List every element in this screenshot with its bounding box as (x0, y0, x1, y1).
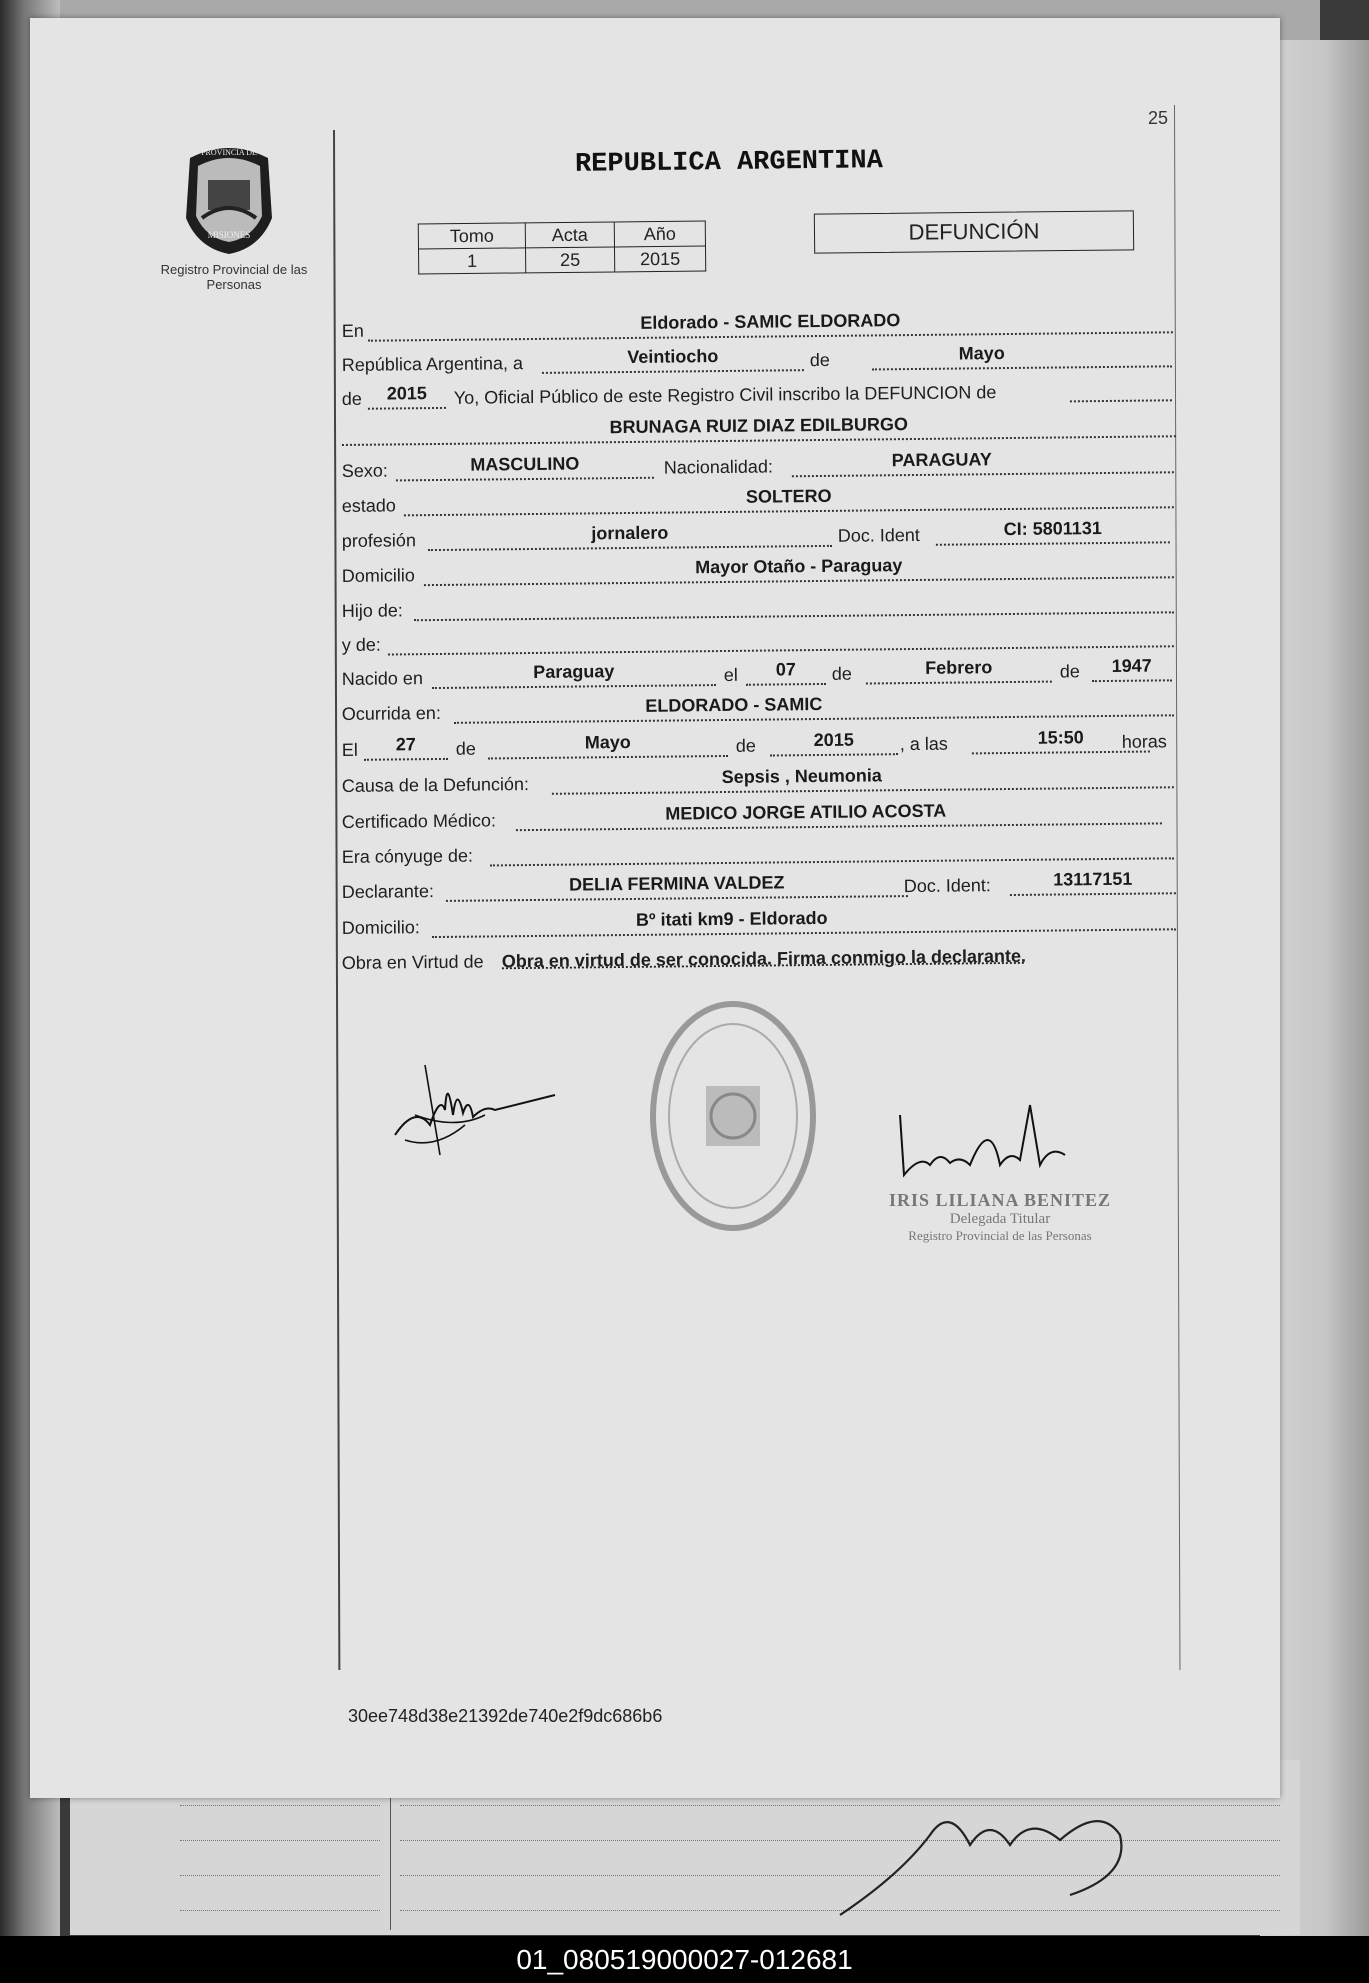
registry-table (418, 220, 707, 274)
value-estado: SOLTERO (745, 485, 832, 507)
delegate-stamp (870, 1190, 1130, 1244)
value-birth-place: Paraguay (533, 661, 615, 682)
header-tomo: Tomo (418, 223, 525, 249)
stamp-office: Registro Provincial de las Personas (908, 1228, 1092, 1243)
label-yde: y de: (341, 634, 381, 656)
underlying-signature (820, 1795, 1140, 1935)
value-certificado: MEDICO JORGE ATILIO ACOSTA (665, 800, 947, 824)
logo-bottom-text: MISIONES (207, 230, 251, 240)
label-de-death-month: de (455, 738, 476, 759)
label-nacionalidad: Nacionalidad: (663, 456, 774, 478)
value-month: Mayo (958, 343, 1005, 364)
value-birth-year: 1947 (1111, 655, 1152, 676)
scan-file-code: 01_080519000027-012681 (0, 1936, 1369, 1983)
value-obra: Obra en virtud de ser conocida. Firma conmigo la declarante. (501, 945, 1027, 972)
label-profesion: profesión (341, 530, 417, 552)
label-doc-ident: Doc. Ident (837, 524, 920, 546)
value-profesion: jornalero (591, 522, 669, 544)
label-estado: estado (341, 495, 396, 517)
value-nacionalidad: PARAGUAY (891, 449, 992, 471)
header-anio: Año (614, 221, 705, 247)
label-en: En (341, 320, 364, 342)
value-death-time: 15:50 (1037, 727, 1084, 748)
value-anio: 2015 (614, 246, 705, 272)
registry-value-row (419, 246, 706, 274)
label-domicilio2: Domicilio: (341, 917, 420, 939)
value-tomo: 1 (419, 248, 526, 274)
label-obra: Obra en Virtud de (341, 951, 484, 974)
value-birth-day: 07 (775, 659, 796, 680)
value-causa: Sepsis , Neumonia (721, 765, 882, 788)
label-causa: Causa de la Defunción: (341, 774, 530, 797)
registry-seal (648, 998, 818, 1238)
label-republica: República Argentina, a (341, 353, 524, 376)
value-declarante-doc: 13117151 (1053, 868, 1133, 890)
logo-top-text: PROVINCIA DE (201, 148, 257, 157)
signature-official (385, 1055, 565, 1175)
header-acta: Acta (525, 222, 614, 248)
label-de-year: de (341, 388, 362, 410)
value-birth-month: Febrero (925, 657, 993, 678)
value-death-year: 2015 (813, 729, 854, 751)
registry-header-row (418, 221, 705, 249)
label-el-date: El (341, 739, 358, 761)
document-title: REPUBLICA ARGENTINA (574, 146, 884, 180)
value-domicilio: Mayor Otaño - Paraguay (695, 555, 903, 578)
value-declarante: DELIA FERMINA VALDEZ (569, 872, 785, 895)
label-certificado: Certificado Médico: (341, 810, 497, 833)
stamp-role: Delegada Titular (949, 1211, 1051, 1227)
value-sexo: MASCULINO (470, 453, 580, 475)
value-year: 2015 (386, 383, 427, 404)
value-deceased-name: BRUNAGA RUIZ DIAZ EDILBURGO (609, 414, 909, 438)
province-emblem-logo (180, 138, 278, 256)
value-ocurrida: ELDORADO - SAMIC (645, 693, 823, 716)
label-horas: horas (1121, 731, 1167, 752)
label-hijo: Hijo de: (341, 600, 403, 622)
label-declarante: Declarante: (341, 881, 435, 903)
value-en: Eldorado - SAMIC ELDORADO (640, 310, 901, 333)
document-hash: 30ee748d38e21392de740e2f9dc686b6 (348, 1706, 663, 1726)
signature-delegate (890, 1095, 1090, 1195)
page-number: 25 (1148, 108, 1169, 128)
label-de-year2: de (1059, 661, 1080, 682)
oficial-text: Yo, Oficial Público de este Registro Civil inscribo la DEFUNCION de (453, 382, 997, 408)
label-ocurrida: Ocurrida en: (341, 702, 441, 725)
label-declarante-doc: Doc. Ident: (903, 875, 991, 897)
value-acta: 25 (526, 247, 615, 273)
label-el: el (723, 664, 738, 686)
label-a-las: , a las (899, 733, 948, 755)
label-sexo: Sexo: (341, 460, 388, 482)
label-domicilio: Domicilio (341, 565, 415, 587)
value-death-day: 27 (395, 734, 416, 755)
stamp-name: IRIS LILIANA BENITEZ (888, 1190, 1112, 1210)
logo-caption: Registro Provincial de las Personas (160, 262, 308, 292)
label-nacido: Nacido en (341, 668, 424, 690)
value-death-month: Mayo (584, 731, 631, 753)
value-domicilio2: Bº itati km9 - Eldorado (635, 907, 828, 930)
value-doc-ident: CI: 5801131 (1003, 518, 1102, 540)
document-type-box: DEFUNCIÓN (814, 210, 1134, 253)
label-de-death-year: de (735, 735, 756, 756)
label-de-month: de (831, 663, 852, 684)
value-day: Veintiocho (627, 346, 719, 368)
label-conyuge: Era cónyuge de: (341, 845, 474, 868)
label-de: de (809, 349, 830, 371)
